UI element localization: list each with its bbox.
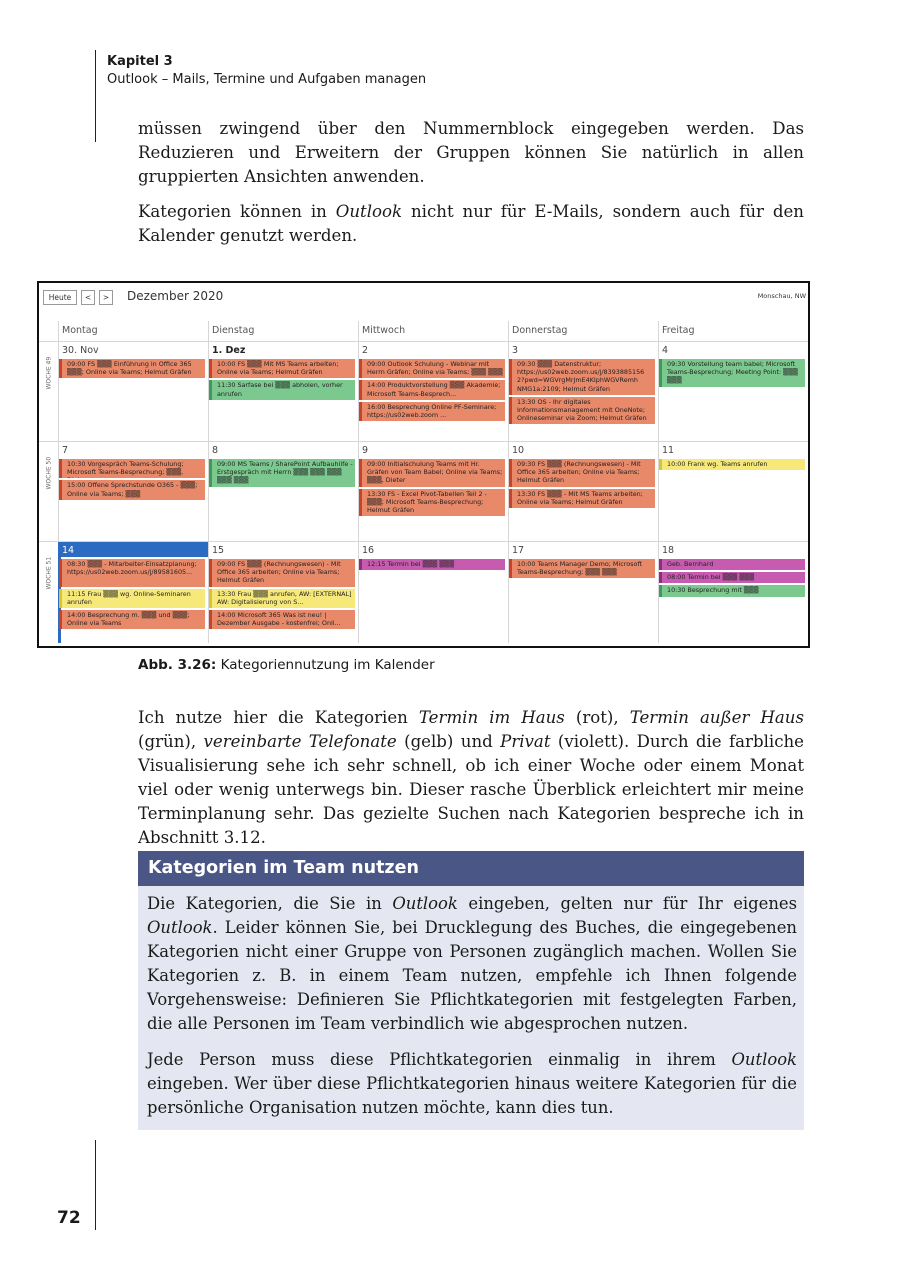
calendar-event[interactable]: 14:00 Produktvorstellung ▒▒▒ Akademie; Microsoft Teams-Besprech... — [359, 380, 505, 399]
calendar-event[interactable]: 13:30 FS - Excel Pivot-Tabellen Teil 2 - ▒▒▒; Microsoft Teams-Besprechung; Helmut Gräfen — [359, 489, 505, 517]
day-number[interactable]: 3 — [512, 345, 519, 356]
calendar-event[interactable]: 15:00 Offene Sprechstunde O365 - ▒▒▒; Online via Teams; ▒▒▒ — [59, 480, 205, 499]
calendar-screenshot — [37, 281, 810, 648]
text-run: . Leider können Sie, bei Drucklegung des Buches, die eingegebenen Kategorien nicht einer Gruppe von Personen zugänglich machen. Wollen Sie Kategorien z. B. in einem Team nutzen, empfehle ich Ihnen folgende Vorgehensweise: Definieren Sie Pflichtkategorien mit festgelegten Farben, die alle Personen im Team verbindlich wie abgesprochen nutzen. — [147, 918, 797, 1033]
calendar-event[interactable]: 09:00 FS ▒▒▒ Einführung in Office 365 ▒▒▒; Online via Teams; Helmut Gräfen — [59, 359, 205, 378]
emphasis: Termin im Haus — [418, 708, 565, 727]
infobox-paragraph-2 — [147, 1048, 797, 1120]
today-highlight — [58, 542, 208, 557]
calendar-toolbar — [39, 283, 808, 313]
calendar-event[interactable]: 14:00 Besprechung m. ▒▒▒ und ▒▒▒; Online via Teams — [59, 610, 205, 629]
text-run: Jede Person muss diese Pflichtkategorien einmalig in ihrem — [147, 1050, 732, 1069]
footer-rule — [95, 1140, 96, 1230]
text-run: (gelb) und — [396, 732, 501, 751]
paragraph-2 — [138, 200, 804, 248]
day-header: Dienstag — [212, 325, 255, 336]
day-header: Donnerstag — [512, 325, 568, 336]
today-button[interactable]: Heute — [43, 290, 77, 305]
emphasis: Outlook — [335, 202, 403, 221]
emphasis: vereinbarte Telefonate — [203, 732, 397, 751]
calendar-event[interactable]: 09:30 ▒▒▒ Datenstruktur; https://us02web.zoom.us/j/8393885156 2?pwd=WGVrgMrJmE4KIphWGVRemh NMG1a:2109; Helmut Gräfen — [509, 359, 655, 395]
calendar-event[interactable]: 09:30 FS ▒▒▒ (Rechnungswesen) - Mit Office 365 arbeiten; Online via Teams; Helmut Gräfen — [509, 459, 655, 487]
calendar-event[interactable]: 09:00 Outlook Schulung - Webinar mit Herrn Gräfen; Online via Teams; ▒▒▒ ▒▒▒ — [359, 359, 505, 378]
text-run: (grün), — [138, 732, 204, 751]
day-number[interactable]: 10 — [512, 445, 525, 456]
calendar-event[interactable]: 09:00 MS Teams / SharePoint Aufbauhilfe - Erstgespräch mit Herrn ▒▒▒ ▒▒▒ ▒▒▒ ▒▒▒ ▒▒▒ — [209, 459, 355, 487]
day-header: Montag — [62, 325, 98, 336]
chevron-left-icon[interactable]: < — [81, 290, 95, 305]
calendar-event[interactable]: 09:00 Initialschulung Teams mit Hr. Gräfen von Team Babel; Online via Teams; ▒▒▒, Dieter — [359, 459, 505, 487]
infobox-body — [138, 886, 804, 1130]
emphasis: Termin außer Haus — [629, 708, 804, 727]
day-number[interactable]: 1. Dez — [212, 345, 246, 356]
emphasis: Outlook — [392, 894, 458, 913]
calendar-event[interactable]: 10:00 Frank wg. Teams anrufen — [659, 459, 805, 470]
caption-text: Kategoriennutzung im Kalender — [216, 657, 435, 673]
text-run: eingeben. Wer über diese Pflichtkategorien hinaus weitere Kategorien für die persönliche Organisation nutzen möchte, kann dies tun. — [147, 1074, 797, 1117]
day-number[interactable]: 2 — [362, 345, 369, 356]
calendar-event[interactable]: 10:00 Teams Manager Demo; Microsoft Teams-Besprechung; ▒▒▒ ▒▒▒ — [509, 559, 655, 578]
calendar-event[interactable]: 12:15 Termin bei ▒▒▒ ▒▒▒ — [359, 559, 505, 570]
text-run: (rot), — [564, 708, 630, 727]
calendar-event[interactable]: 11:15 Frau ▒▒▒ wg. Online-Seminaren anrufen — [59, 589, 205, 608]
day-header: Mittwoch — [362, 325, 406, 336]
month-title: Dezember 2020 — [127, 289, 224, 303]
week-label: WOCHE 50 — [45, 456, 53, 490]
calendar-event[interactable]: 11:30 Sarfase bei ▒▒▒ abholen, vorher anrufen — [209, 380, 355, 399]
day-number[interactable]: 4 — [662, 345, 669, 356]
calendar-event[interactable]: 10:30 Besprechung mit ▒▒▒ — [659, 585, 805, 596]
grid-line — [39, 441, 810, 442]
week-label: WOCHE 51 — [45, 556, 53, 590]
paragraph-1: müssen zwingend über den Nummernblock eingegeben werden. Das Reduzieren und Erweitern der Gruppen können Sie natürlich in allen gruppierten Ansichten anwenden. — [138, 119, 804, 186]
infobox-title: Kategorien im Team nutzen — [138, 851, 804, 886]
day-header: Freitag — [662, 325, 695, 336]
day-number[interactable]: 17 — [512, 545, 525, 556]
calendar-event[interactable]: 16:00 Besprechung Online PF-Seminare; https://us02web.zoom ... — [359, 402, 505, 421]
chapter-number: Kapitel 3 — [107, 54, 173, 69]
day-number[interactable]: 14 — [62, 545, 75, 556]
day-number[interactable]: 18 — [662, 545, 675, 556]
location-label: Monschau, NW — [757, 292, 806, 300]
emphasis: Outlook — [731, 1050, 797, 1069]
page-number: 72 — [57, 1208, 81, 1228]
calendar-event[interactable]: 10:00 FS ▒▒▒ Mit MS Teams arbeiten; Online via Teams; Helmut Gräfen — [209, 359, 355, 378]
calendar-event[interactable]: 09:00 FS ▒▒▒ (Rechnungswesen) - Mit Office 365 arbeiten; Online via Teams; Helmut Gräfen — [209, 559, 355, 587]
week-label: WOCHE 49 — [45, 356, 53, 390]
day-number[interactable]: 8 — [212, 445, 219, 456]
emphasis: Outlook — [147, 918, 213, 937]
calendar-event[interactable]: 10:30 Vorgespräch Teams-Schulung; Microsoft Teams-Besprechung; ▒▒▒, — [59, 459, 205, 478]
text-run: nicht nur für E-Mails, sondern auch für den Kalender genutzt werden. — [138, 202, 804, 245]
emphasis: Privat — [500, 732, 551, 751]
day-number[interactable]: 7 — [62, 445, 69, 456]
chapter-title: Outlook – Mails, Termine und Aufgaben managen — [107, 72, 427, 87]
figure-caption — [138, 657, 435, 673]
infobox-paragraph-1 — [147, 892, 797, 1036]
text-run: (violett). Durch die farbliche Visualisierung sehe ich sehr schnell, ob ich einer Woche oder einem Monat viel oder wenig unterwegs bin. Dieser rasche Überblick erleichtert mir meine Terminplanung sehr. Das gezielte Suchen nach Kategorien bespreche ich in Abschnitt 3.12. — [138, 732, 804, 847]
text-run: Die Kategorien, die Sie in — [147, 894, 393, 913]
day-number[interactable]: 16 — [362, 545, 375, 556]
calendar-event[interactable]: 13:30 Frau ▒▒▒ anrufen, AW: [EXTERNAL] AW: Digitalisierung von S... — [209, 589, 355, 608]
day-number[interactable]: 9 — [362, 445, 369, 456]
calendar-event[interactable]: 14:00 Microsoft 365 Was ist neu! | Dezember Ausgabe - kostenfrei; Onli... — [209, 610, 355, 629]
running-header — [107, 53, 426, 89]
calendar-event[interactable]: 13:30 OS - Ihr digitales Informationsmanagement mit OneNote; Onlineseminar via Zoom; Helmut Gräfen — [509, 397, 655, 425]
calendar-event[interactable]: 08:00 Termin bei ▒▒▒ ▒▒▒ — [659, 572, 805, 583]
calendar-event[interactable]: Geb. Bernhard — [659, 559, 805, 570]
text-run: Ich nutze hier die Kategorien — [138, 708, 419, 727]
calendar-event[interactable]: 09:30 Vorstellung team babel; Microsoft Teams-Besprechung; Meeting Point: ▒▒▒ ▒▒▒ — [659, 359, 805, 387]
day-number[interactable]: 15 — [212, 545, 225, 556]
day-number[interactable]: 11 — [662, 445, 675, 456]
calendar-event[interactable]: 13:30 FS ▒▒▒ - Mit MS Teams arbeiten; Online via Teams; Helmut Gräfen — [509, 489, 655, 508]
calendar-event[interactable]: 08:30 ▒▒▒ - Mitarbeiter-Einsatzplanung; https://us02web.zoom.us/j/89581605... — [59, 559, 205, 587]
grid-line — [39, 341, 810, 342]
text-run: eingeben, gelten nur für Ihr eigenes — [457, 894, 798, 913]
text-run: Kategorien können in — [138, 202, 336, 221]
paragraph-3 — [138, 706, 804, 850]
chevron-right-icon[interactable]: > — [99, 290, 113, 305]
caption-label: Abb. 3.26: — [138, 657, 217, 673]
day-number[interactable]: 30. Nov — [62, 345, 99, 356]
header-rule — [95, 50, 96, 142]
